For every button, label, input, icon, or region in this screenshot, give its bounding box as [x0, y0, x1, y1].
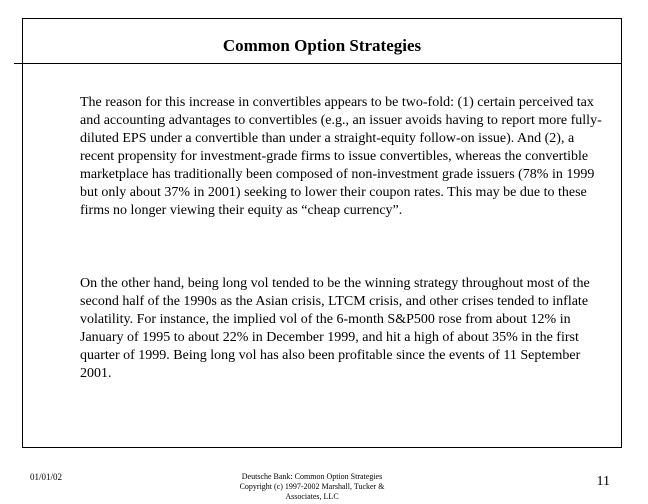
footer-source-line-3: Associates, LLC — [285, 492, 339, 501]
slide-frame — [22, 18, 622, 448]
slide-title: Common Option Strategies — [222, 36, 422, 55]
body-paragraph-1: The reason for this increase in convertibles appears to be two-fold: (1) certain perceived tax and accounting advantages to convertibles (e.g., an issuer avoids having to report more fully-diluted EPS under a convertible than under a straight-equity follow-on issue). And (2), a recent propensity for investment-grade firms to issue convertibles, whereas the convertible marketplace has traditionally been composed of non-investment grade issuers (78% in 1999 but only about 37% in 2001) seeking to lower their coupon rates. This may be due to these firms no longer viewing their equity as “cheap currency”. — [80, 95, 602, 218]
footer-source — [214, 472, 410, 502]
page-number: 11 — [596, 474, 610, 489]
footer-source-line-2: Copyright (c) 1997-2002 Marshall, Tucker & — [239, 482, 385, 491]
footer-date: 01/01/02 — [30, 472, 63, 482]
body-paragraph-2: On the other hand, being long vol tended to be the winning strategy throughout most of the second half of the 1990s as the Asian crisis, LTCM crisis, and other crises tended to inflate volatility. For instance, the implied vol of the 6-month S&P500 rose from about 12% in January of 1995 to about 22% in December 1999, and hit a high of about 35% in the first quarter of 1999. Being long vol has also been profitable since the events of 11 September 2001. — [80, 276, 590, 381]
title-divider — [14, 63, 622, 64]
footer-source-line-1: Deutsche Bank: Common Option Strategies — [241, 472, 383, 481]
